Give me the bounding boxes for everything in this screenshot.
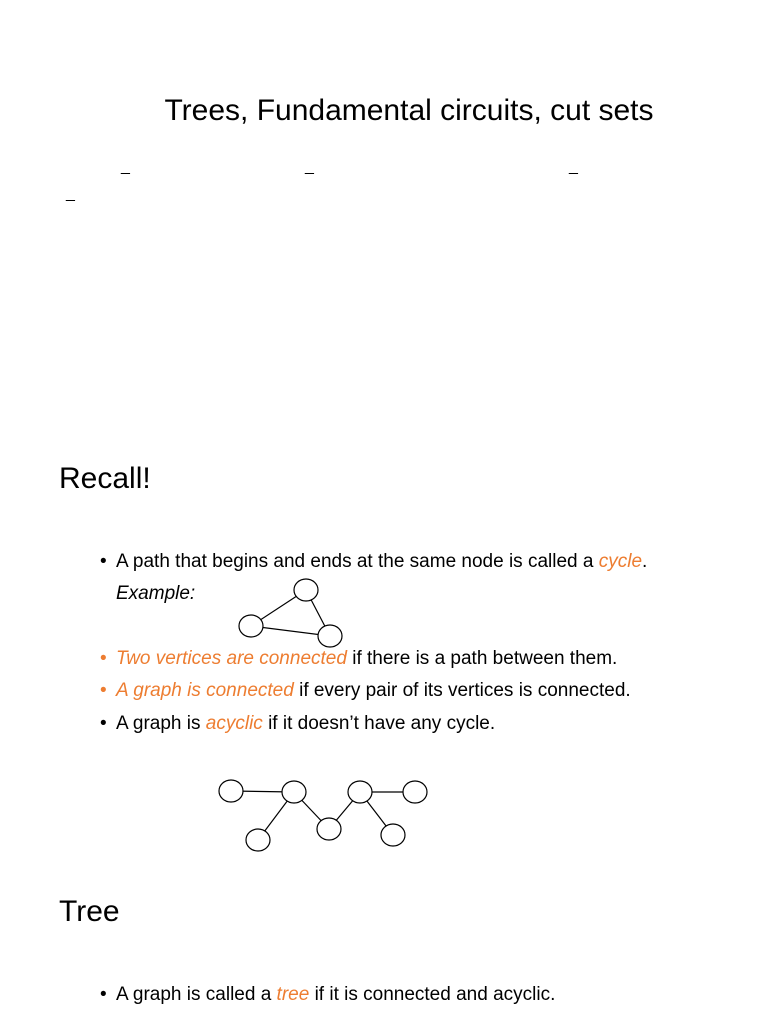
bullet-acyclic <box>100 713 495 735</box>
cycle-graph-diagram <box>230 572 350 652</box>
graph-node <box>246 829 270 851</box>
bullet-graph-connected <box>100 680 631 702</box>
slide-title: Trees, Fundamental circuits, cut sets <box>164 94 654 127</box>
graph-node <box>317 818 341 840</box>
bullet-marker: • <box>100 648 107 669</box>
bullet-text: if every pair of its vertices is connected. <box>293 680 631 701</box>
example-label: Example: <box>116 583 196 604</box>
graph-node <box>318 625 342 647</box>
graph-node <box>294 579 318 601</box>
term-tree: tree <box>276 984 310 1005</box>
graph-node <box>219 780 243 802</box>
graph-node <box>282 781 306 803</box>
bullet-vertices-connected <box>100 648 617 670</box>
dash-mark: _ <box>66 185 75 202</box>
dash-mark: _ <box>121 158 130 175</box>
acyclic-graph-diagram <box>210 770 440 860</box>
bullet-text: A graph is called a <box>116 984 277 1005</box>
term-vertices-connected: Two vertices are connected <box>116 648 347 669</box>
graph-node <box>381 824 405 846</box>
section-heading-tree: Tree <box>59 895 120 928</box>
term-acyclic: acyclic <box>205 713 263 734</box>
bullet-marker: • <box>100 984 107 1005</box>
bullet-text: A graph is <box>116 713 206 734</box>
graph-node <box>348 781 372 803</box>
bullet-text: if there is a path between them. <box>346 648 618 669</box>
bullet-marker: • <box>100 551 107 572</box>
bullet-text: if it is connected and acyclic. <box>309 984 556 1005</box>
bullet-text: if it doesn’t have any cycle. <box>262 713 496 734</box>
bullet-text: A path that begins and ends at the same node is called a <box>116 551 599 572</box>
section-heading-recall: Recall! <box>59 462 151 495</box>
term-graph-connected: A graph is connected <box>116 680 294 701</box>
bullet-text: . <box>642 551 648 572</box>
dash-mark: _ <box>305 158 314 175</box>
bullet-marker: • <box>100 680 107 701</box>
bullet-cycle-definition <box>100 551 647 573</box>
graph-node <box>403 781 427 803</box>
bullet-tree-definition <box>100 984 555 1006</box>
bullet-marker: • <box>100 713 107 734</box>
dash-mark: _ <box>569 158 578 175</box>
term-cycle: cycle <box>598 551 643 572</box>
graph-node <box>239 615 263 637</box>
